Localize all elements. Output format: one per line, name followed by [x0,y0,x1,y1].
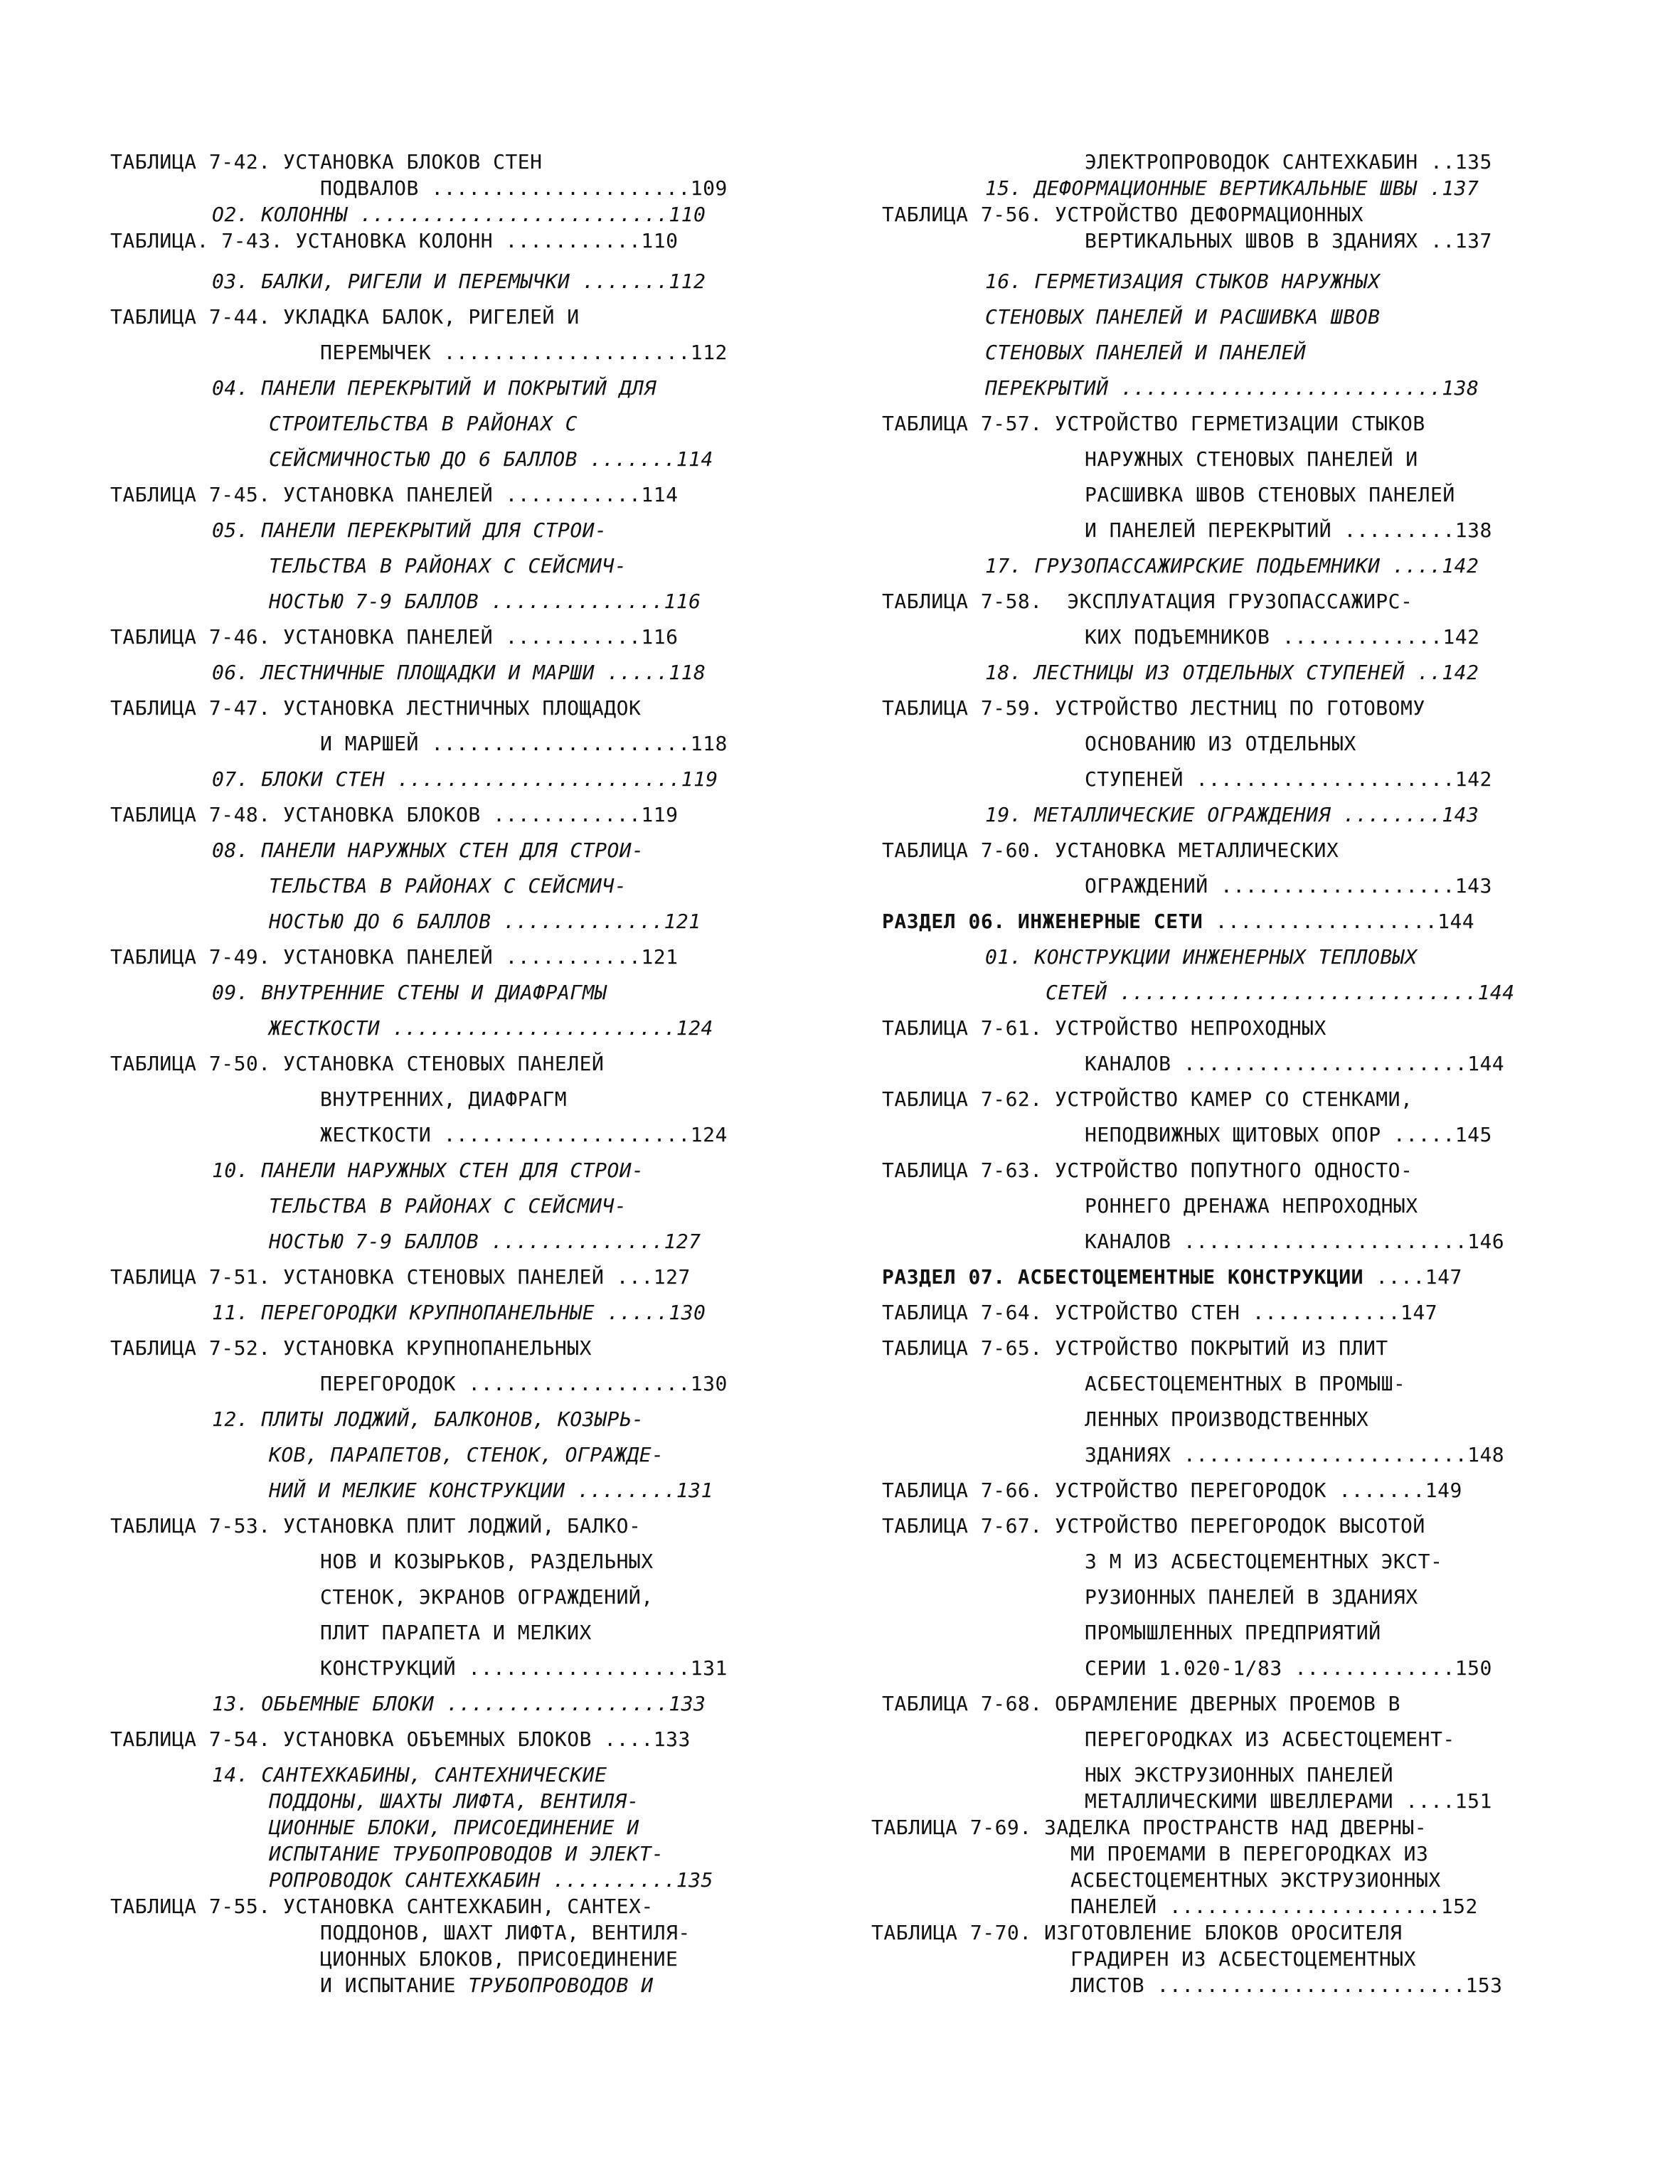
toc-entry-text: И МАРШЕЙ .....................118 [320,732,728,755]
toc-entry [212,375,656,401]
toc-entry-text: ТАБЛИЦА 7-63. УСТРОЙСТВО ПОПУТНОГО ОДНОСТО- [882,1158,1413,1182]
toc-entry-text: РОННЕГО ДРЕНАЖА НЕПРОХОДНЫХ [1085,1194,1418,1218]
toc-entry-text: РАЗДЕЛ 07. АСБЕСТОЦЕМЕНТНЫЕ КОНСТРУКЦИИ [882,1265,1376,1289]
toc-entry-text: КОВ, ПАРАПЕТОВ, СТЕНОК, ОГРАЖДЕ- [269,1443,664,1466]
toc-entry [882,411,1425,437]
toc-entry-text: РОПРОВОДОК САНТЕХКАБИН ..........135 [269,1868,713,1892]
toc-entry [1070,1894,1478,1919]
toc-entry [269,909,701,934]
toc-entry-text: ПАНЕЛЕЙ ......................152 [1070,1895,1478,1918]
toc-entry-text: О2. КОЛОННЫ .........................110 [212,203,706,226]
toc-entry-text: ЛЕННЫХ ПРОИЗВОДСТВЕННЫХ [1085,1407,1369,1431]
toc-entry-text: 18. ЛЕСТНИЦЫ ИЗ ОТДЕЛЬНЫХ СТУПЕНЕЙ ..142 [985,661,1479,684]
toc-entry [320,340,728,366]
toc-entry [269,553,627,579]
toc-entry-text: ТАБЛИЦА 7-62. УСТРОЙСТВО КАМЕР СО СТЕНКАМИ, [882,1087,1413,1111]
toc-entry-text: НАРУЖНЫХ СТЕНОВЫХ ПАНЕЛЕЙ И [1085,447,1418,471]
toc-entry [1085,447,1418,472]
toc-entry [269,1442,664,1468]
toc-entry [212,660,706,686]
toc-entry-text: РАСШИВКА ШВОВ СТЕНОВЫХ ПАНЕЛЕЙ [1085,483,1455,506]
toc-entry [1085,1122,1492,1148]
toc-entry-text: ТАБЛИЦА 7-50. УСТАНОВКА СТЕНОВЫХ ПАНЕЛЕЙ [110,1052,605,1075]
toc-entry-text: ПЛИТ ПАРАПЕТА И МЕЛКИХ [320,1621,592,1644]
toc-entry-text: СЕЙСМИЧНОСТЬЮ ДО 6 БАЛЛОВ .......114 [269,447,713,471]
toc-entry [882,202,1363,228]
toc-entry-text: ТАБЛИЦА. 7-43. УСТАНОВКА КОЛОНН ...........110 [110,229,679,252]
toc-entry-text: 12. ПЛИТЫ ЛОДЖИЙ, БАЛКОНОВ, КОЗЫРЬ- [212,1407,644,1431]
toc-entry-text: НИЙ И МЕЛКИЕ КОНСТРУКЦИИ ........131 [269,1479,713,1502]
toc-entry [1085,482,1455,508]
toc-entry-text: ЦИОННЫЕ БЛОКИ, ПРИСОЕДИНЕНИЕ И [269,1816,639,1839]
toc-entry-text: 10. ПАНЕЛИ НАРУЖНЫХ СТЕН ДЛЯ СТРОИ- [212,1158,644,1182]
toc-entry [212,202,706,228]
toc-entry-text: ПЕРЕМЫЧЕК ....................112 [320,341,728,364]
toc-entry-text: 05. ПАНЕЛИ ПЕРЕКРЫТИЙ ДЛЯ СТРОИ- [212,518,607,542]
toc-entry [110,1894,654,1919]
toc-entry [1085,1727,1455,1752]
toc-entry-text: ТАБЛИЦА 7-64. УСТРОЙСТВО СТЕН ............147 [882,1301,1438,1324]
toc-entry-text: ТАБЛИЦА 7-57. УСТРОЙСТВО ГЕРМЕТИЗАЦИИ СТЫКОВ [882,412,1425,435]
toc-entry [110,696,641,721]
toc-entry [985,304,1380,330]
toc-entry [212,269,706,294]
toc-entry [871,1815,1427,1841]
toc-entry-text: РУЗИОННЫХ ПАНЕЛЕЙ В ЗДАНИЯХ [1085,1585,1418,1609]
toc-entry-text: 08. ПАНЕЛИ НАРУЖНЫХ СТЕН ДЛЯ СТРОИ- [212,838,644,862]
toc-entry [269,1016,713,1041]
toc-entry [269,1478,713,1503]
toc-entry-text: МИ ПРОЕМАМИ В ПЕРЕГОРОДКАХ ИЗ [1070,1842,1429,1865]
toc-entry-text: ТАБЛИЦА 7-67. УСТРОЙСТВО ПЕРЕГОРОДОК ВЫСОТОЙ [882,1514,1425,1538]
toc-entry [212,1691,706,1717]
toc-entry [882,696,1425,721]
toc-entry-text: ЭЛЕКТРОПРОВОДОК САНТЕХКАБИН ..135 [1085,150,1492,174]
toc-entry [985,802,1479,828]
toc-entry [320,1973,654,1998]
toc-entry [110,1264,691,1290]
toc-entry [882,1087,1413,1112]
toc-entry-text: 13. ОБЬЕМНЫЕ БЛОКИ ..................133 [212,1692,706,1715]
toc-entry-text: ПЕРЕГОРОДОК ..................130 [320,1372,728,1395]
toc-entry [269,411,578,437]
toc-entry-text: РАЗДЕЛ 06. ИНЖЕНЕРНЫЕ СЕТИ [882,910,1216,933]
toc-entry-text: ОСНОВАНИЮ ИЗ ОТДЕЛЬНЫХ [1085,732,1356,755]
toc-entry [1085,149,1492,175]
toc-entry [1070,1973,1503,1998]
toc-entry-text: ТАБЛИЦА 7-54. УСТАНОВКА ОБЪЕМНЫХ БЛОКОВ ....133 [110,1727,691,1751]
toc-entry [985,176,1479,201]
toc-entry-text: ПОДВАЛОВ .....................109 [320,176,728,200]
toc-entry-text: КАНАЛОВ .......................146 [1085,1230,1505,1253]
toc-entry-tail: ..................144 [1215,910,1475,933]
toc-entry [110,1727,691,1752]
toc-entry [212,980,607,1006]
toc-entry [1085,1789,1492,1814]
toc-entry-text: СТРОИТЕЛЬСТВА В РАЙОНАХ С [269,412,578,435]
toc-entry-text: НОСТЬЮ 7-9 БАЛЛОВ ..............127 [269,1230,701,1253]
toc-entry-text: ПЕРЕГОРОДКАХ ИЗ АСБЕСТОЦЕМЕНТ- [1085,1727,1455,1751]
toc-entry-text: ТАБЛИЦА 7-56. УСТРОЙСТВО ДЕФОРМАЦИОННЫХ [882,203,1363,226]
toc-entry [320,1584,654,1610]
toc-entry [985,553,1479,579]
toc-entry [1085,624,1479,650]
toc-entry [110,802,678,828]
toc-entry [882,1336,1388,1361]
toc-entry-text: ЖЕСТКОСТИ ....................124 [320,1123,728,1146]
toc-entry [882,1016,1327,1041]
toc-entry-text: ЛИСТОВ .........................153 [1070,1973,1503,1997]
toc-entry [882,1691,1400,1717]
toc-entry-text: ТАБЛИЦА 7-69. ЗАДЕЛКА ПРОСТРАНСТВ НАД ДВЕРНЫ- [871,1816,1428,1839]
toc-entry-text: 03. БАЛКИ, РИГЕЛИ И ПЕРЕМЫЧКИ .......112 [212,270,706,293]
toc-entry-text: 07. БЛОКИ СТЕН .......................119 [212,767,718,791]
toc-entry [212,1762,607,1788]
toc-entry [985,375,1479,401]
toc-entry-text: НЫХ ЭКСТРУЗИОННЫХ ПАНЕЛЕЙ [1085,1763,1393,1786]
toc-entry-text: ТАБЛИЦА 7-44. УКЛАДКА БАЛОК, РИГЕЛЕЙ И [110,305,580,329]
toc-entry [985,269,1380,294]
toc-entry [1085,1656,1492,1681]
toc-entry-text: ПОДДОНЫ, ШАХТЫ ЛИФТА, ВЕНТИЛЯ- [269,1789,639,1813]
toc-entry [269,1193,627,1219]
toc-entry-text: 01. КОНСТРУКЦИИ ИНЖЕНЕРНЫХ ТЕПЛОВЫХ [985,945,1418,969]
toc-entry [1085,1620,1381,1646]
toc-entry-text: КОНСТРУКЦИЙ ..................131 [320,1656,728,1680]
toc-entry-text: ПРОМЫШЛЕННЫХ ПРЕДПРИЯТИЙ [1085,1621,1381,1644]
toc-entry [1085,518,1492,543]
toc-entry-text: И ИСПЫТАНИЕ [320,1973,469,1997]
toc-entry-text: НЕПОДВИЖНЫХ ЩИТОВЫХ ОПОР .....145 [1085,1123,1492,1146]
toc-entry-text: ТАБЛИЦА 7-66. УСТРОЙСТВО ПЕРЕГОРОДОК .......149 [882,1479,1462,1502]
toc-entry-text: СТЕНОВЫХ ПАНЕЛЕЙ И РАСШИВКА ШВОВ [985,305,1381,329]
toc-entry [320,1656,728,1681]
toc-entry-text: ВНУТРЕННИХ, ДИАФРАГМ [320,1087,568,1111]
toc-entry [110,1513,641,1539]
toc-entry [212,1407,644,1432]
toc-entry [1085,767,1492,792]
toc-entry [110,482,678,508]
toc-entry-text: ВЕРТИКАЛЬНЫХ ШВОВ В ЗДАНИЯХ ..137 [1085,229,1492,252]
toc-entry [1085,1051,1504,1077]
toc-entry [1070,1868,1441,1893]
toc-entry-text: ТАБЛИЦА 7-70. ИЗГОТОВЛЕНИЕ БЛОКОВ ОРОСИТЕЛЯ [871,1921,1403,1944]
toc-entry-text: ТАБЛИЦА 7-53. УСТАНОВКА ПЛИТ ЛОДЖИЙ, БАЛКО- [110,1514,642,1538]
toc-entry [320,1620,592,1646]
toc-entry-text: 3 М ИЗ АСБЕСТОЦЕМЕНТНЫХ ЭКСТ- [1085,1550,1443,1573]
toc-entry-text: КАНАЛОВ .......................144 [1085,1052,1505,1075]
toc-entry [320,1087,567,1112]
toc-entry-text: ПОДДОНОВ, ШАХТ ЛИФТА, ВЕНТИЛЯ- [320,1921,691,1944]
toc-entry-text: 17. ГРУЗОПАССАЖИРСКИЕ ПОДЬЕМНИКИ ....142 [985,554,1479,577]
toc-entry [1085,228,1492,254]
toc-entry [269,873,627,899]
toc-entry [269,1789,639,1814]
toc-entry [212,838,644,863]
toc-entry-text: 16. ГЕРМЕТИЗАЦИЯ СТЫКОВ НАРУЖНЫХ [985,270,1381,293]
toc-entry-text: МЕТАЛЛИЧЕСКИМИ ШВЕЛЛЕРАМИ ....151 [1085,1789,1492,1813]
toc-entry [882,1478,1462,1503]
toc-entry [882,1158,1413,1183]
toc-entry-text: 15. ДЕФОРМАЦИОННЫЕ ВЕРТИКАЛЬНЫЕ ШВЫ .137 [985,176,1479,200]
toc-entry-text: АСБЕСТОЦЕМЕНТНЫХ ЭКСТРУЗИОННЫХ [1070,1868,1441,1892]
toc-entry-text: СТЕНОК, ЭКРАНОВ ОГРАЖДЕНИЙ, [320,1585,654,1609]
toc-entry [985,944,1418,970]
toc-entry [110,1051,604,1077]
toc-entry [269,589,701,614]
toc-entry [110,944,678,970]
toc-entry-text: ЖЕСТКОСТИ .......................124 [269,1016,713,1040]
toc-entry-text: СТЕНОВЫХ ПАНЕЛЕЙ И ПАНЕЛЕЙ [985,341,1307,364]
toc-entry-text: ТАБЛИЦА 7-42. УСТАНОВКА БЛОКОВ СТЕН [110,150,543,174]
toc-entry [320,1371,728,1397]
toc-entry-text: НОСТЬЮ 7-9 БАЛЛОВ ..............116 [269,590,701,613]
toc-entry-text: 06. ЛЕСТНИЧНЫЕ ПЛОЩАДКИ И МАРШИ .....118 [212,661,706,684]
toc-entry [320,1122,728,1148]
toc-entry-text: ГРАДИРЕН ИЗ АСБЕСТОЦЕМЕНТНЫХ [1070,1947,1417,1971]
toc-entry [882,1513,1425,1539]
toc-entry [985,340,1306,366]
toc-entry-tail: ....147 [1376,1265,1462,1289]
toc-entry [1085,873,1492,899]
toc-entry [110,304,580,330]
toc-entry-text: ТАБЛИЦА 7-68. ОБРАМЛЕНИЕ ДВЕРНЫХ ПРОЕМОВ В [882,1692,1401,1715]
toc-entry [1085,1193,1418,1219]
toc-entry-text: ТАБЛИЦА 7-65. УСТРОЙСТВО ПОКРЫТИЙ ИЗ ПЛИТ [882,1336,1388,1360]
toc-entry-text: АСБЕСТОЦЕМЕНТНЫХ В ПРОМЫШ- [1085,1372,1406,1395]
toc-entry [1085,1762,1393,1788]
toc-entry-text: ИСПЫТАНИЕ ТРУБОПРОВОДОВ И ЭЛЕКТ- [269,1842,664,1865]
toc-entry-text: ТАБЛИЦА 7-49. УСТАНОВКА ПАНЕЛЕЙ ...........121 [110,945,679,969]
toc-entry [269,1815,639,1841]
toc-entry-text: ТАБЛИЦА 7-47. УСТАНОВКА ЛЕСТНИЧНЫХ ПЛОЩАДОК [110,696,642,720]
toc-entry [212,1158,644,1183]
toc-entry [320,731,728,757]
toc-entry-text: ТАБЛИЦА 7-60. УСТАНОВКА МЕТАЛЛИЧЕСКИХ [882,838,1339,862]
toc-entry-text: ЦИОННЫХ БЛОКОВ, ПРИСОЕДИНЕНИЕ [320,1947,679,1971]
toc-entry [882,909,1474,934]
toc-entry [882,1264,1462,1290]
toc-entry-text: ОГРАЖДЕНИЙ ...................143 [1085,874,1492,897]
toc-entry-text: ЗДАНИЯХ .......................148 [1085,1443,1505,1466]
toc-entry [269,447,713,472]
toc-entry [212,767,718,792]
toc-entry-text: ТАБЛИЦА 7-52. УСТАНОВКА КРУПНОПАНЕЛЬНЫХ [110,1336,592,1360]
toc-entry [1085,1549,1442,1575]
toc-entry [212,1300,706,1326]
toc-entry [110,149,543,175]
toc-entry [1085,1584,1418,1610]
toc-entry-text: ТАБЛИЦА 7-51. УСТАНОВКА СТЕНОВЫХ ПАНЕЛЕЙ ...127 [110,1265,691,1289]
toc-entry-text: СЕТЕЙ .............................144 [1046,981,1515,1004]
toc-entry [882,1300,1437,1326]
toc-entry-text: ПЕРЕКРЫТИЙ ..........................138 [985,376,1479,400]
toc-entry [110,228,678,254]
toc-entry-text: ТАБЛИЦА 7-58. ЭКСПЛУАТАЦИЯ ГРУЗОПАССАЖИРС- [882,590,1413,613]
toc-entry [1085,1407,1368,1432]
toc-entry-text: ТАБЛИЦА 7-55. УСТАНОВКА САНТЕХКАБИН, САНТЕХ- [110,1895,654,1918]
toc-entry-text: НОВ И КОЗЫРЬКОВ, РАЗДЕЛЬНЫХ [320,1550,654,1573]
toc-entry [1070,1841,1428,1867]
toc-entry-text: ТАБЛИЦА 7-46. УСТАНОВКА ПАНЕЛЕЙ ...........116 [110,625,679,649]
toc-entry-text: ТАБЛИЦА 7-61. УСТРОЙСТВО НЕПРОХОДНЫХ [882,1016,1327,1040]
toc-entry-text: И ПАНЕЛЕЙ ПЕРЕКРЫТИЙ .........138 [1085,518,1492,542]
toc-entry [269,1841,664,1867]
toc-entry-text: 19. МЕТАЛЛИЧЕСКИЕ ОГРАЖДЕНИЯ ........143 [985,803,1479,826]
toc-entry-text: 09. ВНУТРЕННИЕ СТЕНЫ И ДИАФРАГМЫ [212,981,607,1004]
toc-entry [1085,1229,1504,1255]
toc-entry-text: 14. САНТЕХКАБИНЫ, САНТЕХНИЧЕСКИЕ [212,1763,607,1786]
toc-entry-text: ТАБЛИЦА 7-48. УСТАНОВКА БЛОКОВ ............119 [110,803,679,826]
toc-entry [110,1336,592,1361]
toc-entry [1085,1371,1405,1397]
toc-entry-text: 11. ПЕРЕГОРОДКИ КРУПНОПАНЕЛЬНЫЕ .....130 [212,1301,706,1324]
toc-entry-text: ТАБЛИЦА 7-59. УСТРОЙСТВО ЛЕСТНИЦ ПО ГОТОВОМУ [882,696,1425,720]
toc-entry [320,1946,678,1972]
toc-entry-text: ТЕЛЬСТВА В РАЙОНАХ С СЕЙСМИЧ- [269,554,627,577]
toc-entry-text: ТЕЛЬСТВА В РАЙОНАХ С СЕЙСМИЧ- [269,874,627,897]
toc-entry [882,838,1339,863]
toc-entry [320,176,728,201]
toc-entry-tail: ТРУБОПРОВОДОВ И [468,1973,654,1997]
toc-entry [320,1549,654,1575]
toc-entry-text: ТЕЛЬСТВА В РАЙОНАХ С СЕЙСМИЧ- [269,1194,627,1218]
toc-entry [212,518,607,543]
toc-entry [1070,1946,1416,1972]
toc-entry-text: СТУПЕНЕЙ .....................142 [1085,767,1492,791]
toc-entry [1085,731,1356,757]
toc-entry [269,1229,701,1255]
toc-entry-text: КИХ ПОДЪЕМНИКОВ .............142 [1085,625,1480,649]
toc-entry-text: ТАБЛИЦА 7-45. УСТАНОВКА ПАНЕЛЕЙ ...........114 [110,483,679,506]
toc-entry [1046,980,1515,1006]
toc-entry [1085,1442,1504,1468]
toc-entry-text: СЕРИИ 1.020-1/83 .............150 [1085,1656,1492,1680]
toc-entry [985,660,1479,686]
toc-entry [320,1920,691,1946]
toc-entry [871,1920,1402,1946]
toc-entry [882,589,1413,614]
toc-entry [269,1868,713,1893]
toc-entry-text: 04. ПАНЕЛИ ПЕРЕКРЫТИЙ И ПОКРЫТИЙ ДЛЯ [212,376,656,400]
toc-entry [110,624,678,650]
toc-entry-text: НОСТЬЮ ДО 6 БАЛЛОВ .............121 [269,910,701,933]
